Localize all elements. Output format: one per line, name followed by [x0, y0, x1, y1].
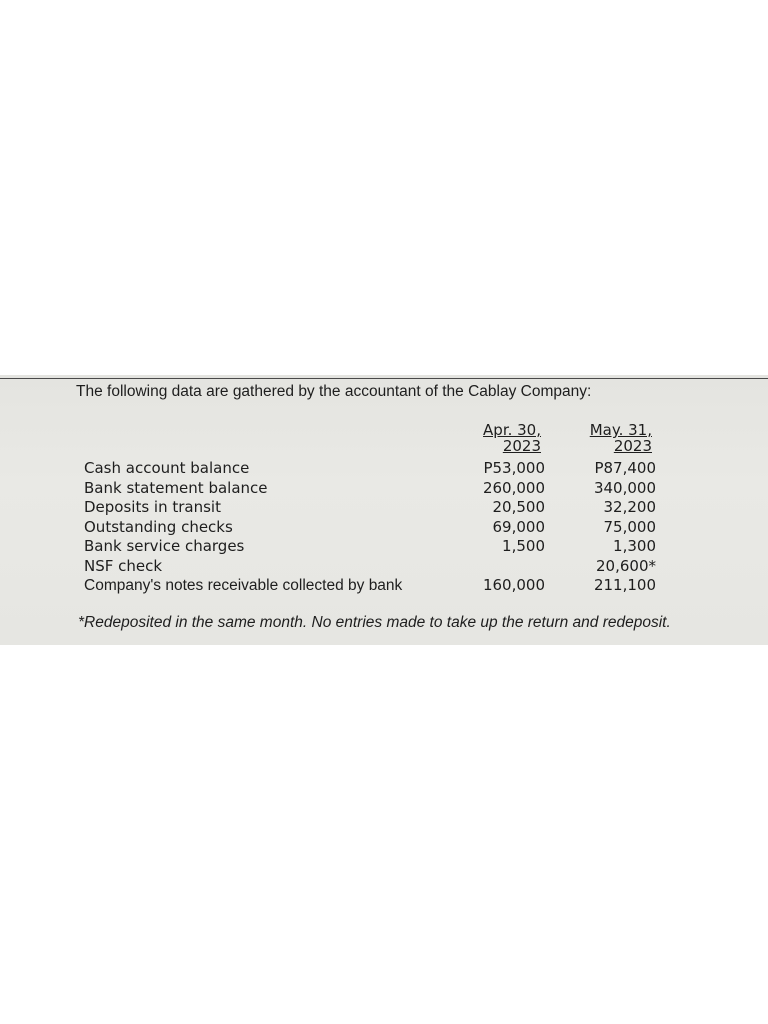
row-value-may: 20,600*	[596, 556, 656, 575]
table-row	[84, 576, 664, 596]
table-row	[84, 518, 664, 538]
column-header-may-line2: 2023	[613, 437, 652, 455]
table-row	[84, 479, 664, 499]
column-header-apr	[483, 422, 541, 454]
row-value-apr: 20,500	[492, 498, 545, 516]
row-label: Bank service charges	[84, 537, 245, 555]
table-row	[84, 498, 664, 518]
row-label: Company's notes receivable collected by bank	[84, 577, 403, 594]
row-label: Outstanding checks	[84, 517, 233, 536]
document-paper	[0, 375, 768, 645]
row-value-may: 340,000	[593, 478, 656, 497]
table-row	[84, 537, 664, 557]
row-value-may: P87,400	[594, 459, 656, 477]
table-row	[84, 557, 664, 577]
column-header-may	[590, 422, 652, 454]
row-value-may: 211,100	[593, 576, 656, 594]
row-label: Bank statement balance	[84, 478, 268, 497]
top-rule-line	[0, 378, 768, 379]
row-value-apr: 1,500	[502, 537, 545, 555]
row-value-may: 75,000	[603, 517, 656, 536]
table-row	[84, 459, 664, 479]
row-value-apr: 160,000	[482, 576, 545, 594]
row-value-apr: 260,000	[482, 478, 545, 497]
row-value-may: 32,200	[603, 498, 656, 516]
column-header-apr-line2: 2023	[502, 437, 541, 455]
row-label: Deposits in transit	[84, 498, 221, 516]
intro-text: The following data are gathered by the accountant of the Cablay Company:	[76, 383, 592, 400]
row-label: NSF check	[84, 556, 163, 575]
column-header-may-line1: May. 31,	[589, 421, 652, 439]
column-header-apr-line1: Apr. 30,	[483, 421, 541, 439]
footnote: *Redeposited in the same month. No entries made to take up the return and redeposit.	[78, 614, 671, 631]
data-table	[84, 459, 664, 596]
row-value-apr: P53,000	[483, 459, 545, 477]
row-value-may: 1,300	[613, 537, 656, 555]
row-label: Cash account balance	[84, 459, 250, 477]
row-value-apr: 69,000	[492, 517, 545, 536]
